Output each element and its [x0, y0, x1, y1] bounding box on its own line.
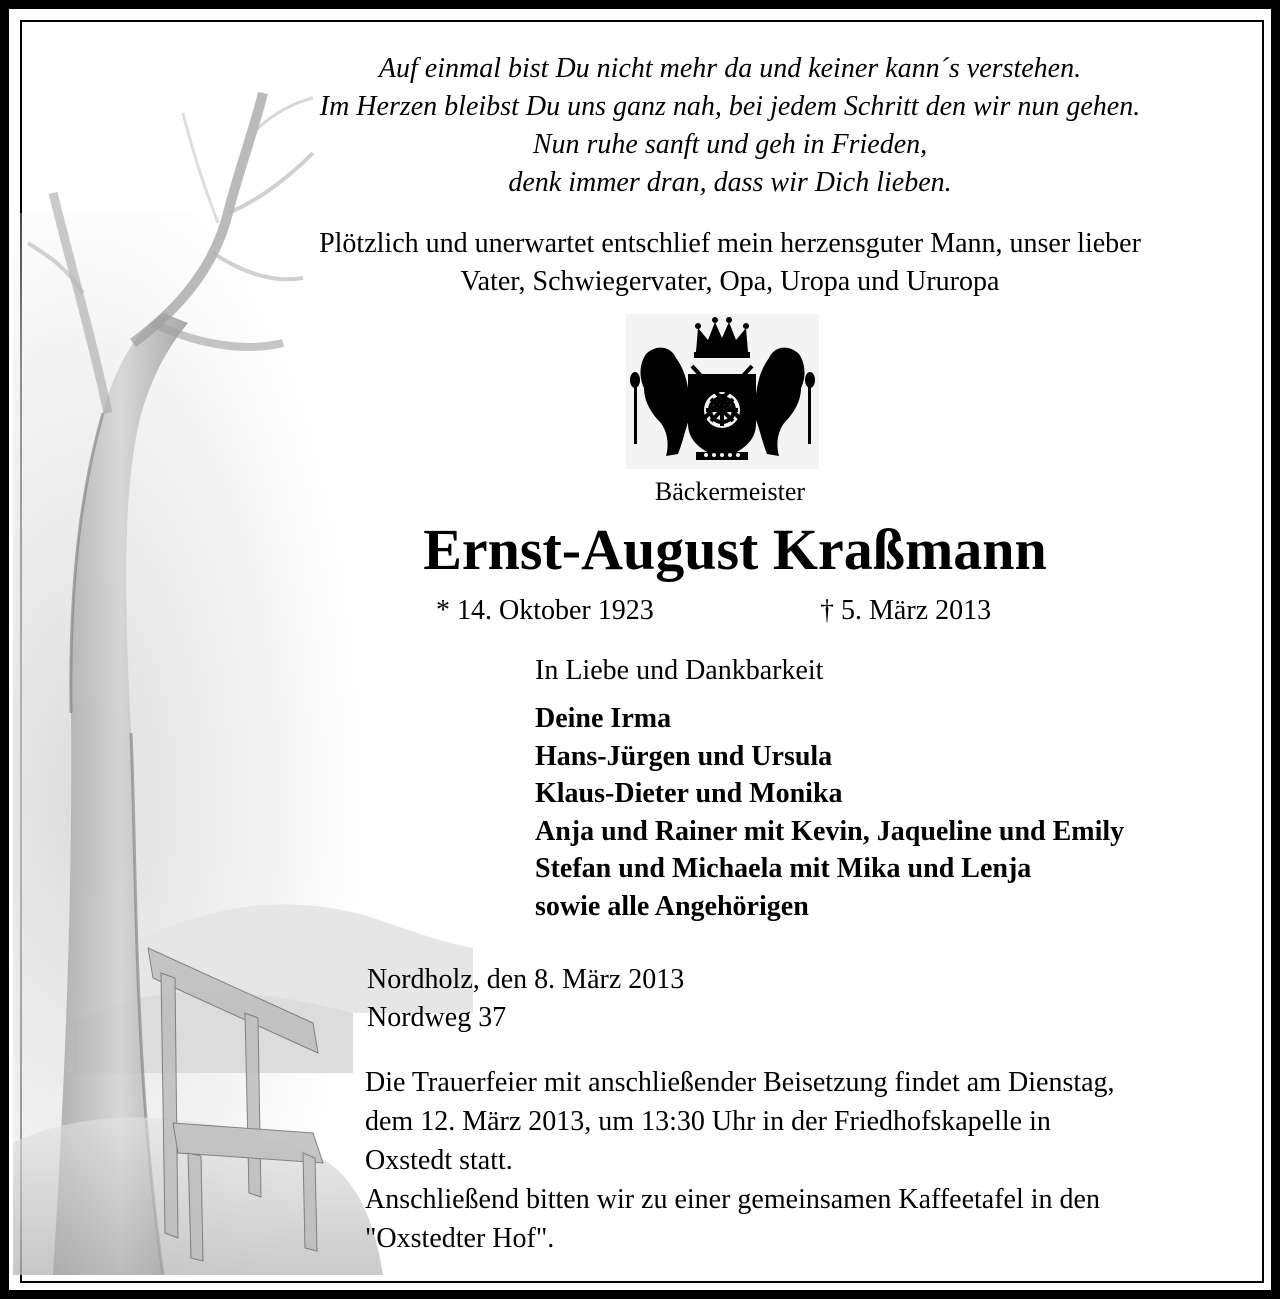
mourner-entry: Deine Irma [535, 703, 672, 734]
poem-line: Nun ruhe sanft und geh in Frieden, [532, 129, 928, 160]
service-line: Anschließend bitten wir zu einer gemeinsamen Kaffeetafel in den [365, 1184, 1100, 1215]
death-announcement [220, 225, 1240, 301]
funeral-service-info [365, 1063, 1115, 1258]
service-line: dem 12. März 2013, um 13:30 Uhr in der Friedhofskapelle in [365, 1106, 1051, 1137]
poem-verse [230, 50, 1230, 202]
mourning-intro: In Liebe und Dankbarkeit [535, 655, 824, 686]
death-date: † 5. März 2013 [820, 595, 992, 626]
poem-line: denk immer dran, dass wir Dich lieben. [508, 167, 952, 198]
poem-line: Auf einmal bist Du nicht mehr da und keiner kann´s verstehen. [378, 53, 1082, 84]
mourner-entry: sowie alle Angehörigen [535, 890, 809, 922]
street-address: Nordweg 37 [367, 1002, 507, 1033]
mourner-entry: Anja und Rainer mit Kevin, Jaqueline und Emily [535, 815, 1125, 847]
profession-title: Bäckermeister [654, 477, 806, 506]
place-date: Nordholz, den 8. März 2013 [367, 964, 685, 995]
service-line: Oxstedt statt. [365, 1145, 513, 1176]
service-line: Die Trauerfeier mit anschließender Beisetzung findet am Dienstag, [365, 1067, 1115, 1098]
poem-line: Im Herzen bleibst Du uns ganz nah, bei jedem Schritt den wir nun gehen. [319, 91, 1141, 122]
baker-guild-coat-of-arms-icon [626, 314, 819, 469]
deceased-name: Ernst-August Kraßmann [423, 517, 1047, 582]
announcement-line: Plötzlich und unerwartet entschlief mein herzensguter Mann, unser lieber [319, 228, 1141, 259]
place-and-address [367, 961, 684, 1037]
mourner-entry: Stefan und Michaela mit Mika und Lenja [535, 853, 1032, 885]
birth-date: * 14. Oktober 1923 [436, 595, 654, 626]
mourner-entry: Hans-Jürgen und Ursula [535, 740, 833, 772]
mourner-entry: Klaus-Dieter und Monika [535, 778, 843, 810]
service-line: "Oxstedter Hof". [365, 1223, 555, 1254]
mourners-list [535, 700, 1124, 926]
announcement-line: Vater, Schwiegervater, Opa, Uropa und Ururopa [460, 266, 1000, 297]
